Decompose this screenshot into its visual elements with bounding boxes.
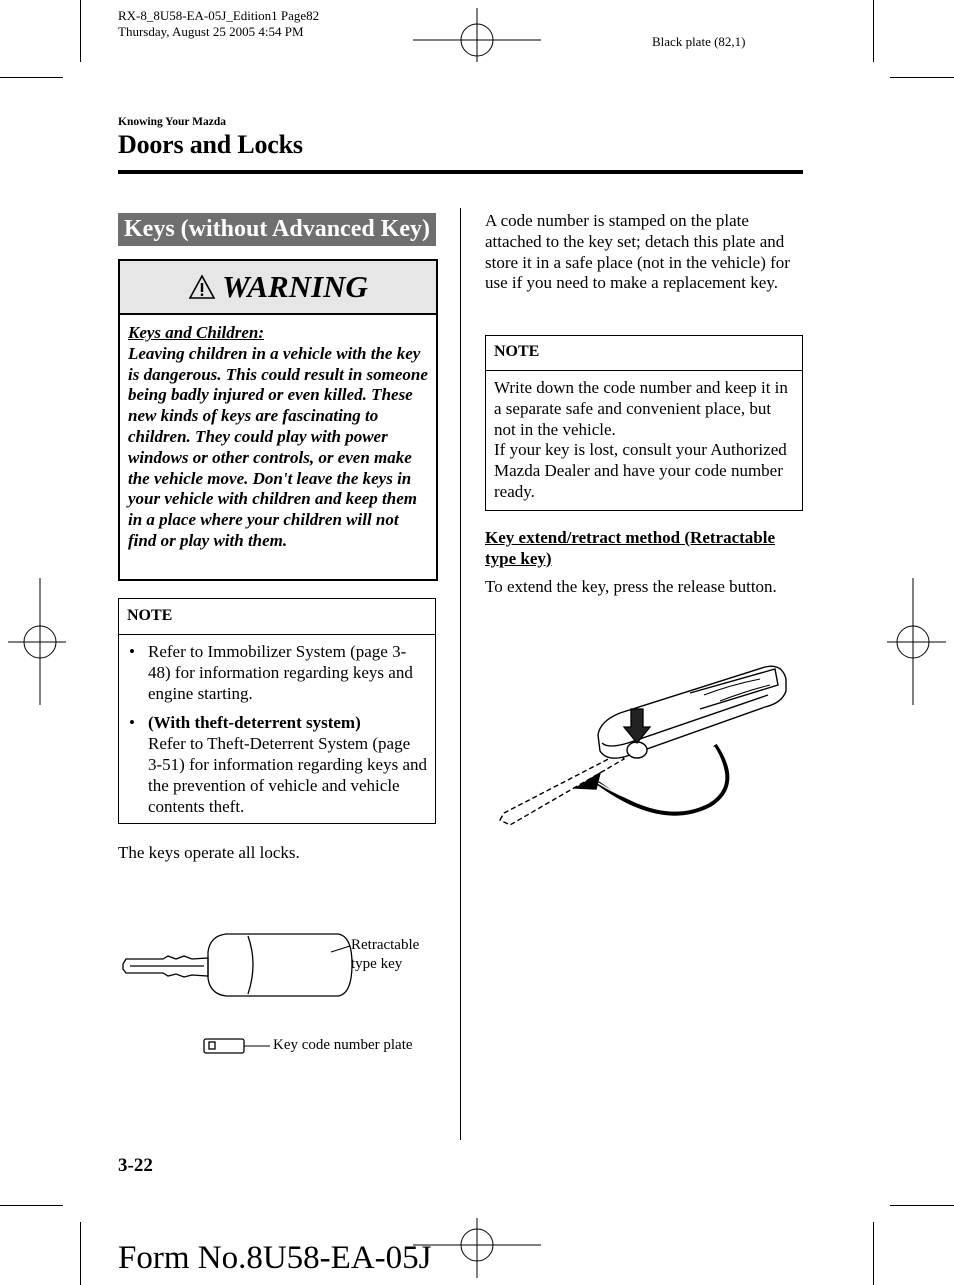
section-title: Doors and Locks	[118, 130, 303, 159]
page-number: 3-22	[118, 1155, 153, 1176]
note-box-right	[485, 335, 803, 511]
bullet-icon: •	[129, 642, 135, 661]
note-label: NOTE	[119, 599, 435, 635]
warning-header	[120, 261, 436, 315]
print-info-line2: Thursday, August 25 2005 4:54 PM	[118, 24, 304, 39]
retractable-key-label: Retractable type key	[351, 937, 420, 972]
warning-triangle-icon	[188, 274, 216, 300]
warning-box	[118, 259, 438, 581]
code-number-paragraph: A code number is stamped on the plate attached to the key set; detach this plate and store it in a safe place (not in the vehicle) for use if you need to make a replacement key.	[485, 211, 790, 293]
warning-label: WARNING	[222, 269, 368, 304]
note-box-left	[118, 598, 436, 824]
chapter-label: Knowing Your Mazda	[118, 116, 226, 128]
warning-text: Leaving children in a vehicle with the key is dangerous. This could result in someone being badly injured or even killed. These new kinds of keys are fascinating to children. They could play with power windows or other controls, or even make the vehicle move. Don't leave the keys in your vehicle with children and keep them in a place where your children will not find or play with them.	[128, 343, 428, 550]
note-text: If your key is lost, consult your Authorized Mazda Dealer and have your code number ready.	[494, 440, 787, 501]
key-code-plate-label: Key code number plate	[273, 1037, 413, 1053]
key-extend-illustration	[490, 655, 800, 835]
note-text: Write down the code number and keep it in a separate safe and convenient place, but not in the vehicle.	[494, 378, 788, 439]
retract-method-heading: Key extend/retract method (Retractable type key)	[485, 528, 775, 568]
bullet-icon: •	[129, 713, 135, 733]
note-item-heading: (With theft-deterrent system)	[148, 713, 361, 733]
note-body	[119, 635, 435, 817]
warning-body	[120, 315, 436, 552]
note-item	[127, 642, 427, 704]
form-number: Form No.8U58-EA-05J	[118, 1240, 432, 1276]
print-info	[118, 8, 319, 40]
print-info-line1: RX-8_8U58-EA-05J_Edition1 Page82	[118, 8, 320, 23]
note-item-text: Refer to Immobilizer System (page 3-48) for information regarding keys and engine starting.	[148, 642, 413, 703]
note-item	[127, 713, 427, 817]
warning-subtitle: Keys and Children:	[128, 323, 265, 342]
black-plate-label: Black plate (82,1)	[652, 34, 746, 49]
note-body	[486, 371, 802, 503]
keys-paragraph: The keys operate all locks.	[118, 843, 300, 862]
header-rule	[118, 170, 803, 174]
note-item-text: Refer to Theft-Deterrent System (page 3-51) for information regarding keys and the prevention of vehicle and vehicle contents theft.	[148, 734, 427, 816]
extend-key-paragraph: To extend the key, press the release button.	[485, 577, 777, 596]
keys-heading: Keys (without Advanced Key)	[118, 213, 436, 246]
note-label: NOTE	[486, 336, 802, 371]
column-divider	[460, 208, 461, 1140]
